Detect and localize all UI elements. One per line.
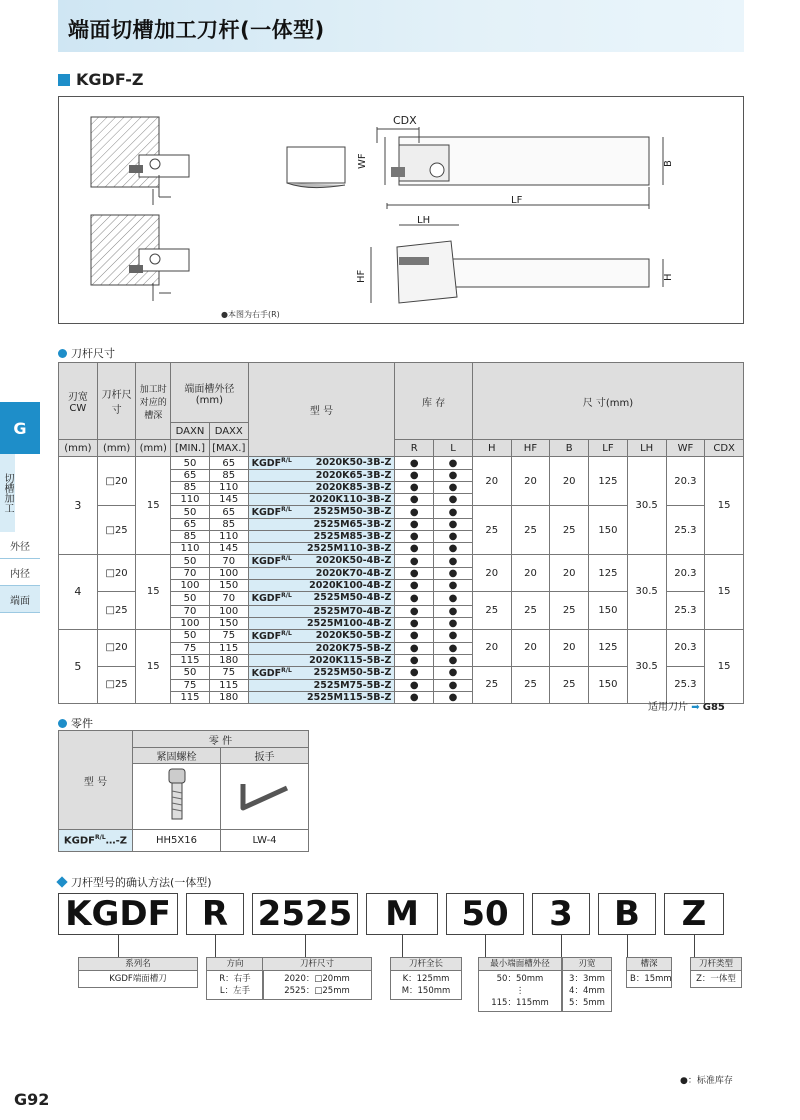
th-daxx: DAXX	[209, 423, 248, 440]
cell-model: 2020K70-4B-Z	[248, 568, 395, 580]
stock-l: ●	[434, 506, 473, 519]
cell-daxx: 65	[209, 506, 248, 519]
section-shank: 刀杆尺寸	[58, 345, 115, 361]
cell-cdx: 15	[705, 555, 744, 629]
cell-daxx: 75	[209, 666, 248, 679]
code-label-2: 刀杆尺寸 2020：□20mm 2525：□25mm	[262, 957, 372, 1000]
cell-daxn: 50	[171, 629, 210, 642]
stock-r: ●	[395, 470, 434, 482]
cell-shank: □20	[97, 629, 136, 666]
cell-shank: □25	[97, 666, 136, 703]
square-icon	[58, 74, 70, 86]
label-h: H	[663, 273, 674, 281]
stock-r: ●	[395, 666, 434, 679]
cell-daxx: 85	[209, 519, 248, 531]
cell-shank: □20	[97, 457, 136, 506]
stock-r: ●	[395, 629, 434, 642]
cell-daxx: 180	[209, 691, 248, 703]
stock-l: ●	[434, 642, 473, 654]
cell-daxx: 85	[209, 470, 248, 482]
cell-wf: 20.3	[666, 629, 705, 666]
cell-h: 20	[472, 555, 511, 592]
side-item-inner[interactable]: 内径	[0, 559, 40, 586]
cell-daxn: 65	[171, 470, 210, 482]
cell-model: 2525M100-4B-Z	[248, 617, 395, 629]
cell-daxn: 65	[171, 519, 210, 531]
cell-daxx: 150	[209, 580, 248, 592]
stock-r: ●	[395, 531, 434, 543]
stock-l: ●	[434, 605, 473, 617]
code-label-3: 刀杆全长 K：125mm M：150mm	[390, 957, 462, 1000]
model-heading	[58, 70, 144, 89]
cell-h: 25	[472, 666, 511, 703]
page-title: 端面切槽加工刀杆(一体型)	[68, 18, 325, 42]
cell-model: 2020K65-3B-Z	[248, 470, 395, 482]
cell-hf: 25	[511, 666, 550, 703]
cell-wf: 20.3	[666, 555, 705, 592]
cell-lf: 125	[589, 457, 628, 506]
cell-daxx: 180	[209, 654, 248, 666]
table-row	[59, 555, 744, 568]
label-wf: WF	[357, 153, 368, 169]
cell-daxx: 65	[209, 457, 248, 470]
stock-l: ●	[434, 666, 473, 679]
cell-daxx: 145	[209, 543, 248, 555]
cell-depth: 15	[136, 457, 171, 555]
cell-daxn: 110	[171, 543, 210, 555]
cell-daxn: 70	[171, 605, 210, 617]
side-nav	[0, 402, 40, 613]
insert-ref[interactable]: 适用刀片 ➡ G85	[648, 702, 725, 713]
cell-daxn: 75	[171, 679, 210, 691]
cell-lf: 150	[589, 592, 628, 629]
stock-l: ●	[434, 531, 473, 543]
cell-daxn: 70	[171, 568, 210, 580]
cell-b: 25	[550, 666, 589, 703]
cell-model: 2020K75-5B-Z	[248, 642, 395, 654]
stock-l: ●	[434, 679, 473, 691]
wrench-image	[221, 764, 309, 830]
stock-r: ●	[395, 654, 434, 666]
cell-model: 2525M110-3B-Z	[248, 543, 395, 555]
cell-daxn: 115	[171, 691, 210, 703]
cell-lh: 30.5	[627, 629, 666, 703]
code-label-7: 刀杆类型 Z：一体型	[690, 957, 742, 988]
cell-lf: 125	[589, 629, 628, 666]
th-cw: 刃宽 CW	[59, 363, 98, 440]
diamond-icon	[56, 876, 67, 887]
code-label-4: 最小端面槽外径 50：50mm ⋮ 115：115mm	[478, 957, 562, 1012]
stock-l: ●	[434, 617, 473, 629]
parts-table: 型 号 零 件 紧固螺栓 扳手 $KGDF^{R/L}\dots-Z$ HH5X16 LW-4	[58, 730, 309, 852]
cell-wf: 20.3	[666, 457, 705, 506]
section-code: 刀杆型号的确认方法(一体型)	[58, 874, 212, 890]
th-dims: 尺 寸(mm)	[472, 363, 743, 440]
label-cdx: CDX	[393, 114, 417, 127]
stock-r: ●	[395, 543, 434, 555]
cell-shank: □25	[97, 506, 136, 555]
cell-daxn: 50	[171, 555, 210, 568]
page-header	[58, 0, 744, 52]
side-item-outer[interactable]: 外径	[0, 532, 40, 559]
cell-lf: 150	[589, 666, 628, 703]
table-row	[59, 457, 744, 470]
stock-r: ●	[395, 679, 434, 691]
cell-b: 20	[550, 555, 589, 592]
cell-daxx: 75	[209, 629, 248, 642]
cell-daxn: 110	[171, 494, 210, 506]
cell-daxx: 110	[209, 531, 248, 543]
page-number: G92	[14, 1090, 50, 1109]
wrench-value: LW-4	[221, 830, 309, 852]
cell-model: $KGDF^{R/L}$ 2020K50-4B-Z	[248, 555, 395, 568]
stock-l: ●	[434, 555, 473, 568]
cell-model: 2020K115-5B-Z	[248, 654, 395, 666]
stock-r: ●	[395, 642, 434, 654]
side-tab-g[interactable]: G	[0, 402, 40, 454]
stock-r: ●	[395, 555, 434, 568]
cell-hf: 20	[511, 457, 550, 506]
stock-l: ●	[434, 494, 473, 506]
cell-b: 25	[550, 506, 589, 555]
stock-r: ●	[395, 519, 434, 531]
cell-daxn: 85	[171, 482, 210, 494]
cell-wf: 25.3	[666, 592, 705, 629]
cell-hf: 25	[511, 592, 550, 629]
stock-r: ●	[395, 605, 434, 617]
label-b: B	[663, 160, 674, 167]
shank-table: 刃宽 CW 刀杆尺寸 加工时对应的槽深 端面槽外径 (mm) 型 号 库 存 尺 寸(mm) DAXN DAXX (mm) (mm) (mm) [MIN.] [MAX.] R L H HF B LF LH WF CDX 3 □20 15 50 65 $KGDF^{R/L}$ 2020K50-3B-Z ● ● 20 20 20 125 30.5 20.3 15 65 85 2020K65-3B-Z ● ● 85 110 2020K85-3B-Z ● ● 110 145 2020K110-3B-Z ● ● □25 50 65 $KGDF^{R/L}$ 2525M50-3B-Z ● ● 25 25 25 150 25.3 65 85 2525M65-3B-Z ● ● 85 110 2525M85-3B-Z ● ● 110 145 2525M110-3B-Z ● ● 4 □20 15 50 70 $KGDF^{R/L}$ 2020K50-4B-Z ● ● 20 20 20 125 30.5 20.3 15 70 100 2020K70-4B-Z ● ● 100 150 2020K100-4B-Z ● ● □25 50 70 $KGDF^{R/L}$ 2525M50-4B-Z ● ● 25 25 25 150 25.3 70 100 2525M70-4B-Z ● ● 100 150 2525M100-4B-Z ● ● 5 □20 15 50 75 $KGDF^{R/L}$ 2020K50-5B-Z ● ● 20 20 20 125 30.5 20.3 15 75 115 2020K75-5B-Z ● ● 115 180 2020K115-5B-Z ● ● □25 50 75 $KGDF^{R/L}$ 2525M50-5B-Z ● ● 25 25 25 150 25.3 75 115 2525M75-5B-Z ● ● 115 180 2525M115-5B-Z ● ●	[58, 362, 744, 704]
cell-model: $KGDF^{R/L}$ 2525M50-3B-Z	[248, 506, 395, 519]
label-lh: LH	[417, 215, 431, 226]
cell-lf: 150	[589, 506, 628, 555]
code-box-2: 2525	[252, 893, 358, 935]
stock-l: ●	[434, 568, 473, 580]
cell-cdx: 15	[705, 457, 744, 555]
stock-r: ●	[395, 506, 434, 519]
cell-daxx: 110	[209, 482, 248, 494]
cell-h: 20	[472, 457, 511, 506]
cell-depth: 15	[136, 555, 171, 629]
code-box-0: KGDF	[58, 893, 178, 935]
cell-lh: 30.5	[627, 457, 666, 555]
cell-daxn: 50	[171, 666, 210, 679]
cell-model: 2525M75-5B-Z	[248, 679, 395, 691]
cell-wf: 25.3	[666, 666, 705, 703]
cell-cw: 5	[59, 629, 98, 703]
screw-image	[133, 764, 221, 830]
stock-l: ●	[434, 580, 473, 592]
stock-l: ●	[434, 470, 473, 482]
cell-model: 2020K100-4B-Z	[248, 580, 395, 592]
stock-l: ●	[434, 543, 473, 555]
cell-model: $KGDF^{R/L}$ 2020K50-3B-Z	[248, 457, 395, 470]
cell-h: 25	[472, 506, 511, 555]
stock-r: ●	[395, 580, 434, 592]
cell-model: $KGDF^{R/L}$ 2525M50-5B-Z	[248, 666, 395, 679]
code-box-6: B	[598, 893, 656, 935]
cell-lh: 30.5	[627, 555, 666, 629]
cell-hf: 25	[511, 506, 550, 555]
stock-l: ●	[434, 629, 473, 642]
th-model: 型 号	[248, 363, 395, 457]
cell-daxn: 50	[171, 506, 210, 519]
cell-model: 2525M65-3B-Z	[248, 519, 395, 531]
screw-value: HH5X16	[133, 830, 221, 852]
model-code: KGDF-Z	[76, 70, 144, 89]
cell-daxn: 50	[171, 457, 210, 470]
stock-r: ●	[395, 494, 434, 506]
code-box-1: R	[186, 893, 244, 935]
bullet-icon	[58, 719, 67, 728]
stock-l: ●	[434, 691, 473, 703]
cell-daxn: 100	[171, 617, 210, 629]
th-daxn: DAXN	[171, 423, 210, 440]
cell-daxn: 50	[171, 592, 210, 605]
th-shank: 刀杆尺寸	[97, 363, 136, 440]
parts-model: $KGDF^{R/L}\dots-Z$	[59, 830, 133, 852]
cell-daxx: 150	[209, 617, 248, 629]
code-box-4: 50	[446, 893, 524, 935]
section-parts: 零件	[58, 715, 93, 731]
cell-b: 20	[550, 629, 589, 666]
cell-daxn: 100	[171, 580, 210, 592]
stock-l: ●	[434, 519, 473, 531]
stock-r: ●	[395, 568, 434, 580]
cell-h: 25	[472, 592, 511, 629]
stock-r: ●	[395, 691, 434, 703]
cell-daxn: 85	[171, 531, 210, 543]
cell-cw: 3	[59, 457, 98, 555]
cell-hf: 20	[511, 555, 550, 592]
table-row	[59, 629, 744, 642]
cell-model: 2020K110-3B-Z	[248, 494, 395, 506]
stock-l: ●	[434, 654, 473, 666]
cell-depth: 15	[136, 629, 171, 703]
cell-cdx: 15	[705, 629, 744, 703]
cell-cw: 4	[59, 555, 98, 629]
tool-diagram	[58, 96, 744, 324]
th-dia: 端面槽外径 (mm)	[171, 363, 248, 423]
stock-r: ●	[395, 617, 434, 629]
stock-l: ●	[434, 592, 473, 605]
stock-l: ●	[434, 482, 473, 494]
cell-model: $KGDF^{R/L}$ 2020K50-5B-Z	[248, 629, 395, 642]
label-lf: LF	[511, 195, 523, 206]
cell-daxn: 75	[171, 642, 210, 654]
th-depth: 加工时对应的槽深	[136, 363, 171, 440]
th-stock: 库 存	[395, 363, 472, 440]
cell-wf: 25.3	[666, 506, 705, 555]
cell-model: 2525M115-5B-Z	[248, 691, 395, 703]
code-box-7: Z	[664, 893, 724, 935]
cell-daxx: 100	[209, 568, 248, 580]
diagram-note: ●本图为右手(R)	[221, 310, 280, 319]
legend: ●：标准库存	[680, 1076, 733, 1086]
bullet-icon	[58, 349, 67, 358]
stock-r: ●	[395, 457, 434, 470]
cell-b: 25	[550, 592, 589, 629]
cell-daxx: 70	[209, 592, 248, 605]
cell-daxx: 145	[209, 494, 248, 506]
side-item-face[interactable]: 端面	[0, 586, 40, 613]
code-box-3: M	[366, 893, 438, 935]
tool-drawing	[59, 97, 745, 325]
cell-shank: □25	[97, 592, 136, 629]
stock-r: ●	[395, 592, 434, 605]
stock-r: ●	[395, 482, 434, 494]
cell-model: 2020K85-3B-Z	[248, 482, 395, 494]
cell-daxn: 115	[171, 654, 210, 666]
side-category: 切槽加工	[0, 454, 15, 532]
cell-daxx: 100	[209, 605, 248, 617]
code-label-0: 系列名 KGDF端面槽刀	[78, 957, 198, 988]
code-label-5: 刃宽 3：3mm 4：4mm 5：5mm	[562, 957, 612, 1012]
cell-daxx: 115	[209, 642, 248, 654]
cell-b: 20	[550, 457, 589, 506]
cell-lf: 125	[589, 555, 628, 592]
code-box-5: 3	[532, 893, 590, 935]
cell-model: 2525M85-3B-Z	[248, 531, 395, 543]
cell-daxx: 115	[209, 679, 248, 691]
label-hf: HF	[356, 269, 367, 283]
code-label-6: 槽深 B：15mm	[626, 957, 672, 988]
stock-l: ●	[434, 457, 473, 470]
cell-h: 20	[472, 629, 511, 666]
cell-model: $KGDF^{R/L}$ 2525M50-4B-Z	[248, 592, 395, 605]
cell-hf: 20	[511, 629, 550, 666]
code-label-1: 方向 R：右手 L：左手	[206, 957, 264, 1000]
cell-shank: □20	[97, 555, 136, 592]
cell-daxx: 70	[209, 555, 248, 568]
cell-model: 2525M70-4B-Z	[248, 605, 395, 617]
